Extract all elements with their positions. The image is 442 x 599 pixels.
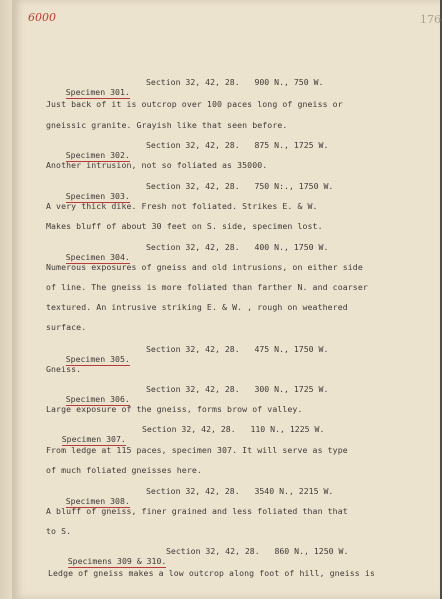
red-annotation: 6000 [28, 11, 56, 24]
notebook-page [12, 0, 440, 599]
specimen-label: Specimen 306. [65, 394, 130, 404]
note-line: Ledge of gneiss makes a low outcrop along foot of hill, gneiss is [48, 568, 375, 578]
specimen-label: Specimen 307. [61, 434, 126, 444]
specimen-section: Section 32, 42, 28. 860 N., 1250 W. [166, 546, 349, 556]
specimen-label: Specimen 308. [65, 496, 130, 506]
specimen-section: Section 32, 42, 28. 750 N:., 1750 W. [146, 181, 334, 191]
note-line: textured. An intrusive striking E. & W. , rough on weathered [46, 302, 348, 312]
note-line: of much foliated gneisses here. [46, 465, 202, 475]
note-line: surface. [46, 322, 87, 332]
specimen-label: Specimen 301. [65, 87, 130, 97]
specimen-label: Specimen 303. [65, 191, 130, 201]
note-line: Another intrusion, not so foliated as 35000. [46, 160, 268, 170]
specimen-section: Section 32, 42, 28. 3540 N., 2215 W. [146, 486, 334, 496]
note-line: gneissic granite. Grayish like that seen before. [46, 120, 288, 130]
note-line: Makes bluff of about 30 feet on S. side, specimen lost. [46, 221, 323, 231]
specimen-section: Section 32, 42, 28. 875 N., 1725 W. [146, 140, 329, 150]
specimen-label: Specimen 302. [65, 150, 130, 160]
note-line: From ledge at 115 paces, specimen 307. It will serve as type [46, 445, 348, 455]
note-line: Numerous exposures of gneiss and old intrusions, on either side [46, 262, 363, 272]
specimen-section: Section 32, 42, 28. 300 N., 1725 W. [146, 384, 329, 394]
specimen-section: Section 32, 42, 28. 110 N., 1225 W. [142, 424, 325, 434]
note-line: Large exposure of the gneiss, forms brow of valley. [46, 404, 303, 414]
note-line: of line. The gneiss is more foliated than farther N. and coarser [46, 282, 368, 292]
specimen-section: Section 32, 42, 28. 400 N., 1750 W. [146, 242, 329, 252]
note-line: Gneiss. [46, 364, 82, 374]
note-line: to S. [46, 526, 72, 536]
page-number: 176 [420, 13, 441, 26]
note-line: A bluff of gneiss, finer grained and less foliated than that [46, 506, 348, 516]
specimen-section: Section 32, 42, 28. 900 N., 750 W. [146, 77, 324, 87]
note-line: Just back of it is outcrop over 100 paces long of gneiss or [46, 99, 343, 109]
note-line: A very thick dike. Fresh not foliated. Strikes E. & W. [46, 201, 318, 211]
specimen-section: Section 32, 42, 28. 475 N., 1750 W. [146, 344, 329, 354]
specimen-label: Specimen 304. [65, 252, 130, 262]
specimen-label: Specimens 309 & 310. [67, 556, 167, 566]
specimen-label: Specimen 305. [65, 354, 130, 364]
